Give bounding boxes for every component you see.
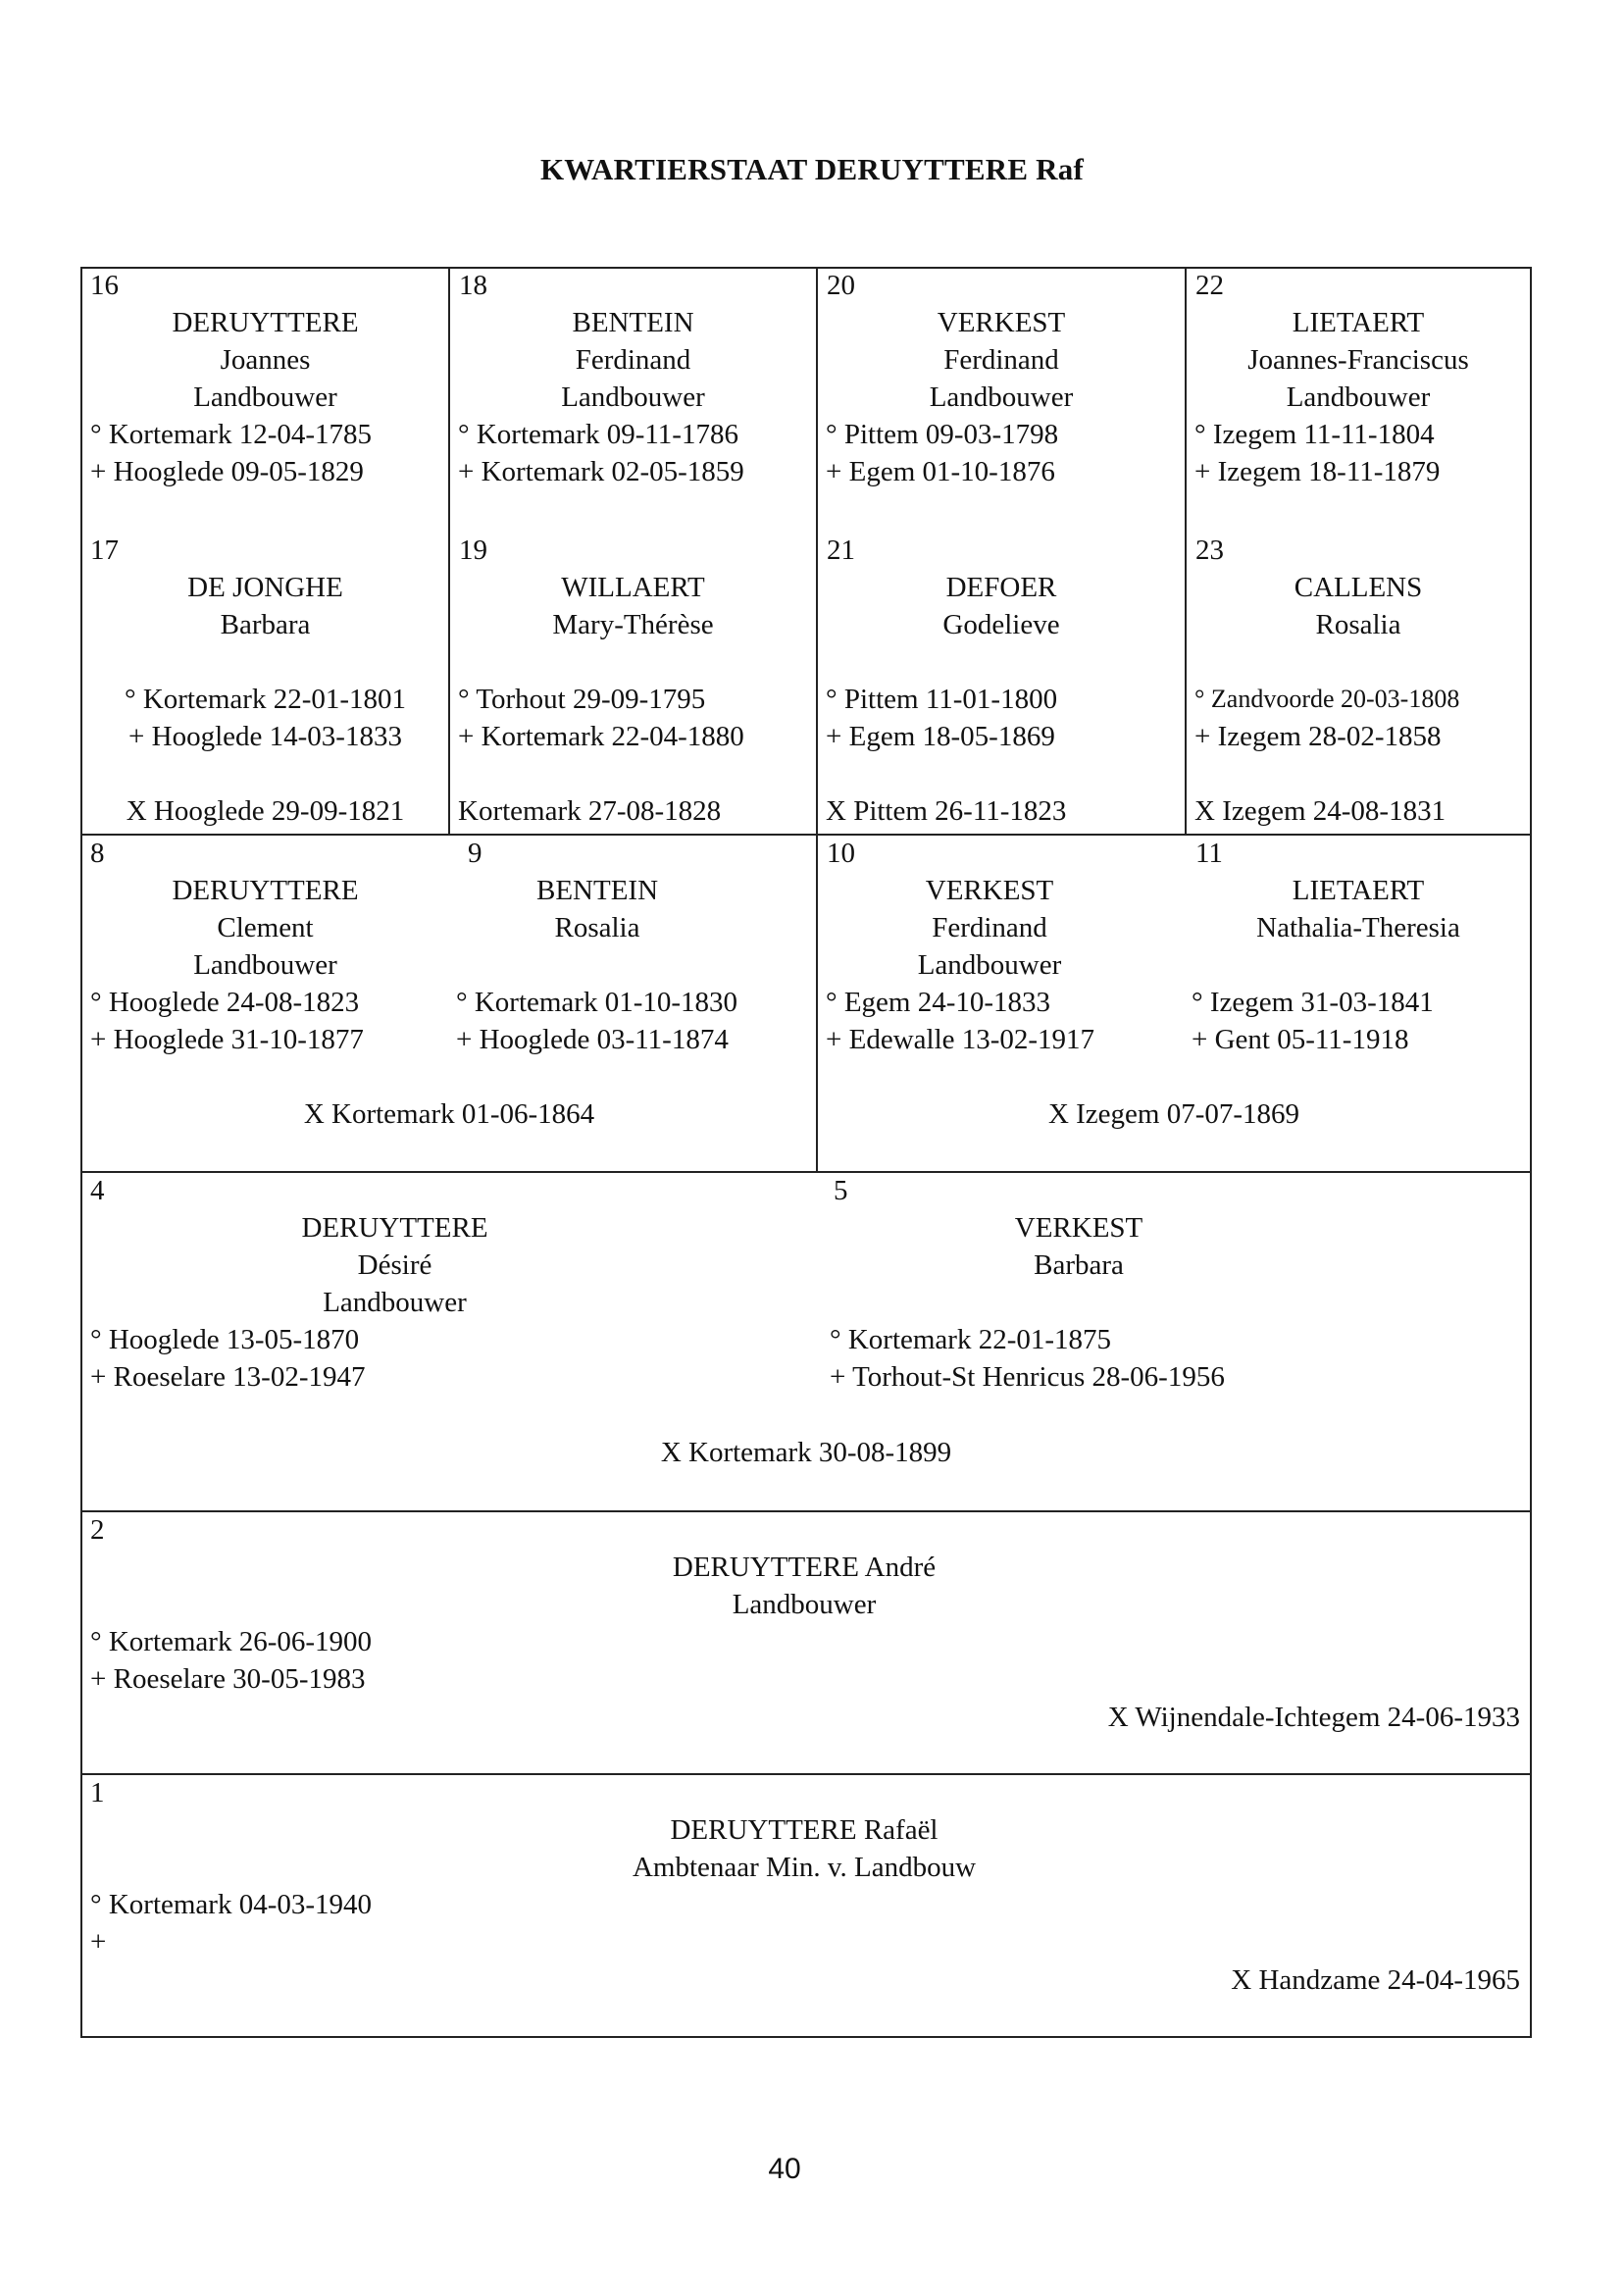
death-record: + Hooglede 14-03-1833: [128, 721, 402, 752]
marriage-record: Kortemark 27-08-1828: [458, 795, 722, 827]
ancestor-given-name: Ferdinand: [932, 912, 1047, 943]
marriage-record: X Izegem 24-08-1831: [1194, 795, 1446, 827]
ancestor-given-name: Ferdinand: [575, 344, 691, 376]
marriage-record: X Wijnendale-Ichtegem 24-06-1933: [1107, 1702, 1520, 1733]
death-record: + Izegem 18-11-1879: [1194, 456, 1441, 487]
ancestor-surname: DERUYTTERE: [172, 875, 359, 906]
ancestor-number: 17: [90, 535, 119, 566]
marriage-record: X Kortemark 30-08-1899: [660, 1437, 952, 1468]
death-record: + Torhout-St Henricus 28-06-1956: [830, 1361, 1225, 1393]
ancestor-number: 21: [827, 535, 855, 566]
birth-record: ° Izegem 11-11-1804: [1194, 419, 1435, 450]
birth-record: ° Kortemark 26-06-1900: [90, 1626, 373, 1657]
marriage-record: X Handzame 24-04-1965: [1231, 1964, 1520, 1996]
border-right: [1530, 267, 1532, 2038]
ancestor-surname: DERUYTTERE: [301, 1212, 488, 1244]
ancestor-surname: LIETAERT: [1292, 307, 1425, 338]
ancestor-occupation: Landbouwer: [323, 1287, 467, 1318]
ancestor-surname: WILLAERT: [561, 572, 705, 603]
person-occupation: Ambtenaar Min. v. Landbouw: [632, 1852, 977, 1883]
marriage-record: X Pittem 26-11-1823: [826, 795, 1067, 827]
birth-record: ° Zandvoorde 20-03-1808: [1194, 685, 1460, 713]
ancestor-given-name: Rosalia: [1315, 609, 1401, 640]
person-name: DERUYTTERE Rafaël: [670, 1814, 939, 1846]
ancestor-number: 10: [827, 838, 855, 869]
ancestor-number: 4: [90, 1175, 105, 1206]
death-record: + Edewalle 13-02-1917: [826, 1024, 1095, 1055]
ancestor-number: 1: [90, 1777, 105, 1808]
death-record: + Roeselare 13-02-1947: [90, 1361, 366, 1393]
ancestor-surname: DEFOER: [945, 572, 1057, 603]
ancestor-surname: VERKEST: [937, 307, 1066, 338]
ancestor-number: 8: [90, 838, 105, 869]
ancestor-occupation: Landbouwer: [561, 382, 705, 413]
birth-record: ° Kortemark 04-03-1940: [90, 1889, 373, 1920]
ancestor-occupation: Landbouwer: [193, 382, 337, 413]
ancestor-surname: BENTEIN: [572, 307, 694, 338]
ancestor-occupation: Landbouwer: [1286, 382, 1431, 413]
ancestor-given-name: Rosalia: [554, 912, 640, 943]
ancestor-surname: BENTEIN: [535, 875, 659, 906]
birth-record: ° Hooglede 13-05-1870: [90, 1324, 360, 1355]
ancestor-number: 5: [834, 1175, 848, 1206]
ancestor-surname: LIETAERT: [1292, 875, 1425, 906]
ancestor-occupation: Landbouwer: [929, 382, 1074, 413]
birth-record: ° Izegem 31-03-1841: [1192, 987, 1434, 1018]
death-record: + Egem 18-05-1869: [826, 721, 1055, 752]
person-name: DERUYTTERE André: [672, 1552, 937, 1583]
ancestor-surname: CALLENS: [1294, 572, 1423, 603]
marriage-record: X Hooglede 29-09-1821: [126, 795, 405, 827]
birth-record: ° Kortemark 01-10-1830: [456, 987, 738, 1018]
border-left: [80, 267, 82, 2038]
ancestor-number: 20: [827, 270, 855, 301]
ancestor-number: 9: [468, 838, 482, 869]
birth-record: ° Torhout 29-09-1795: [458, 684, 706, 715]
ancestor-surname: VERKEST: [925, 875, 1054, 906]
border-bottom: [80, 2036, 1532, 2038]
page-title: KWARTIERSTAAT DERUYTTERE Raf: [539, 152, 1084, 186]
birth-record: ° Pittem 11-01-1800: [826, 684, 1058, 715]
ancestor-number: 11: [1195, 838, 1223, 869]
ancestor-given-name: Joannes: [220, 344, 311, 376]
ancestor-number: 19: [459, 535, 487, 566]
marriage-record: X Kortemark 01-06-1864: [303, 1098, 595, 1130]
death-record: + Izegem 28-02-1858: [1194, 721, 1442, 752]
birth-record: ° Hooglede 24-08-1823: [90, 987, 360, 1018]
ancestor-given-name: Joannes-Franciscus: [1247, 344, 1469, 376]
ancestor-surname: DE JONGHE: [187, 572, 343, 603]
death-record: + Kortemark 22-04-1880: [458, 721, 744, 752]
death-record: + Kortemark 02-05-1859: [458, 456, 744, 487]
ancestor-given-name: Mary-Thérèse: [552, 609, 714, 640]
death-record: + Egem 01-10-1876: [826, 456, 1055, 487]
ancestor-given-name: Barbara: [220, 609, 311, 640]
birth-record: ° Kortemark 22-01-1801: [124, 684, 407, 715]
ancestor-occupation: Landbouwer: [193, 949, 337, 981]
ancestor-number: 18: [459, 270, 487, 301]
ancestor-given-name: Nathalia-Theresia: [1256, 912, 1460, 943]
death-record: + Hooglede 09-05-1829: [90, 456, 364, 487]
ancestor-given-name: Désiré: [357, 1249, 432, 1281]
ancestor-given-name: Godelieve: [942, 609, 1060, 640]
ancestor-occupation: Landbouwer: [917, 949, 1062, 981]
ancestor-number: 2: [90, 1514, 105, 1546]
death-record: + Hooglede 03-11-1874: [456, 1024, 729, 1055]
birth-record: ° Pittem 09-03-1798: [826, 419, 1059, 450]
ancestor-given-name: Ferdinand: [943, 344, 1059, 376]
ancestor-number: 22: [1195, 270, 1224, 301]
ancestor-number: 16: [90, 270, 119, 301]
death-record: + Roeselare 30-05-1983: [90, 1663, 366, 1695]
page-number: 40: [768, 2153, 801, 2185]
death-record: + Hooglede 31-10-1877: [90, 1024, 364, 1055]
ancestor-given-name: Clement: [217, 912, 314, 943]
ancestor-number: 23: [1195, 535, 1224, 566]
marriage-record: X Izegem 07-07-1869: [1047, 1098, 1300, 1130]
birth-record: ° Kortemark 09-11-1786: [458, 419, 738, 450]
ancestor-surname: DERUYTTERE: [172, 307, 359, 338]
birth-record: ° Kortemark 22-01-1875: [830, 1324, 1112, 1355]
birth-record: ° Kortemark 12-04-1785: [90, 419, 373, 450]
ancestor-surname: VERKEST: [1014, 1212, 1143, 1244]
person-occupation: Landbouwer: [732, 1589, 877, 1620]
ancestor-given-name: Barbara: [1034, 1249, 1124, 1281]
death-record: + Gent 05-11-1918: [1192, 1024, 1409, 1055]
birth-record: ° Egem 24-10-1833: [826, 987, 1051, 1018]
death-record: +: [90, 1926, 107, 1958]
